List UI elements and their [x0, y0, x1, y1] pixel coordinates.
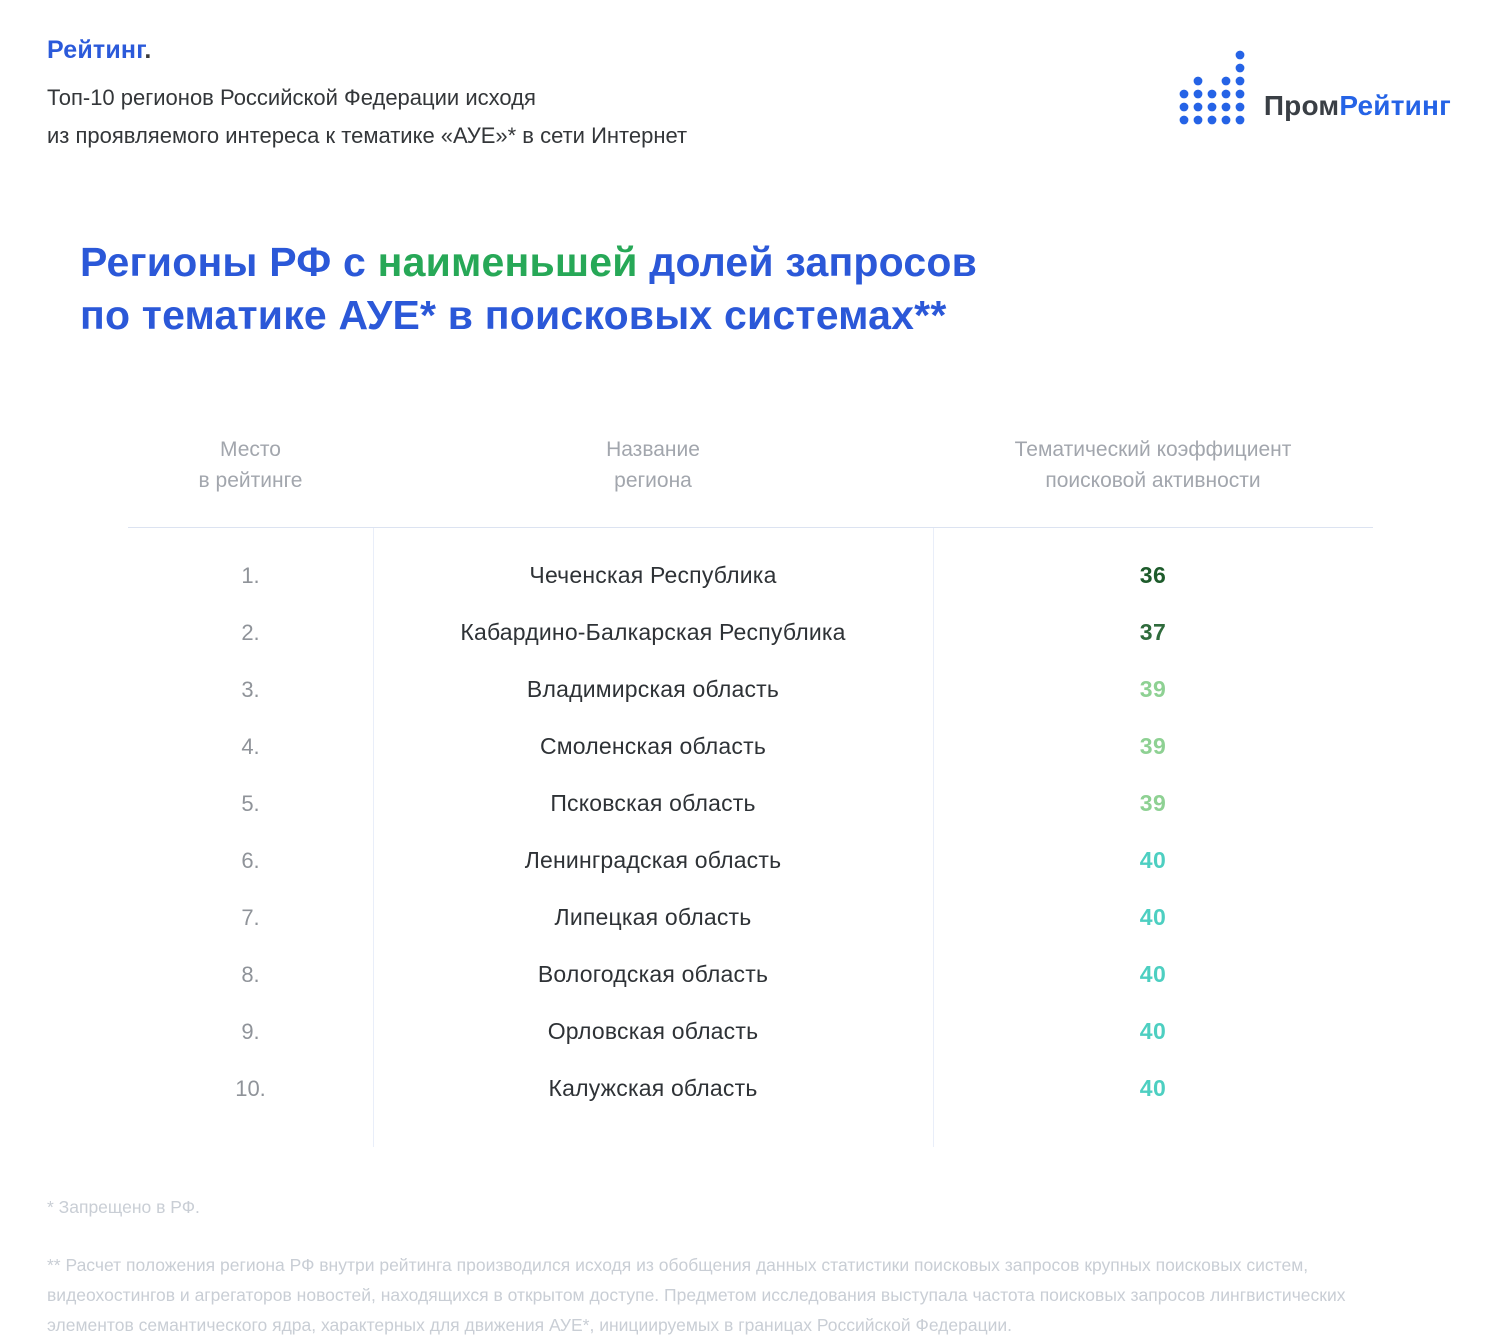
row-value: 39: [1139, 676, 1167, 702]
title-segment: долей запросов: [637, 239, 978, 285]
row-value: 40: [1139, 847, 1167, 873]
row-region: Псковская область: [550, 790, 756, 816]
row-value: 39: [1139, 790, 1167, 816]
row-rank: 9.: [241, 1018, 260, 1044]
row-rank: 3.: [241, 676, 260, 702]
table-header-row: [128, 420, 1373, 527]
page-title-line2: по тематике АУЕ* в поисковых системах**: [80, 292, 947, 338]
column-divider-left: [373, 528, 374, 1147]
row-rank: 10.: [235, 1075, 266, 1101]
footnotes: [47, 1192, 1377, 1340]
kicker-dot: .: [144, 36, 152, 64]
row-value: 39: [1139, 733, 1167, 759]
logo-part1: Пром: [1263, 90, 1340, 121]
column-header-coefficient: [933, 420, 1373, 527]
row-region: Орловская область: [547, 1018, 759, 1044]
logo-part2: Рейтинг: [1339, 90, 1451, 121]
row-value: 40: [1139, 961, 1167, 987]
row-rank: 5.: [241, 790, 260, 816]
page-header: [47, 36, 687, 155]
ranking-table: [128, 420, 1373, 1147]
row-region: Чеченская Республика: [529, 562, 777, 588]
column-header-region: [373, 420, 933, 527]
row-rank: 8.: [241, 961, 260, 987]
dot-bar-chart-icon: [1178, 50, 1250, 126]
column-divider-right: [933, 528, 934, 1147]
row-region: Липецкая область: [554, 904, 752, 930]
row-value: 40: [1139, 904, 1167, 930]
column-header-rank: [128, 420, 373, 527]
row-rank: 2.: [241, 619, 260, 645]
row-region: Смоленская область: [539, 733, 767, 759]
header-subtitle-line2: из проявляемого интереса к тематике «АУЕ»* в сети Интернет: [47, 123, 688, 148]
kicker-label: [47, 36, 687, 65]
column-header-line: поисковой активности: [1045, 469, 1261, 492]
row-region: Калужская область: [548, 1075, 758, 1101]
table-body: [128, 527, 1373, 1117]
header-divider-line: [128, 527, 1373, 528]
title-highlight: наименьшей: [377, 239, 638, 285]
header-subtitle-line1: Топ-10 регионов Российской Федерации исходя: [47, 85, 536, 110]
row-rank: 7.: [241, 904, 260, 930]
row-region: Кабардино-Балкарская Республика: [460, 619, 846, 645]
promrating-logo: [1178, 50, 1451, 126]
row-value: 40: [1139, 1018, 1167, 1044]
column-header-line: Название: [606, 438, 700, 461]
kicker-text: Рейтинг: [47, 36, 145, 64]
header-subtitle: [47, 79, 687, 155]
column-header-line: Тематический коэффициент: [1014, 438, 1292, 461]
row-region: Вологодская область: [537, 961, 769, 987]
footnote-methodology: ** Расчет положения региона РФ внутри рейтинга производился исходя из обобщения данных статистики поисковых запросов крупных поисковых систем, видеохостингов и агрегаторов новостей, находящихся в открытом доступе. Предметом исследования выступала частота поисковых запросов лингвистических элементов семантического ядра, характерных для движения АУЕ*, инициируемых в границах Российской Федерации.: [47, 1255, 1346, 1335]
row-region: Ленинградская область: [524, 847, 782, 873]
logo-wordmark: [1264, 92, 1451, 126]
row-value: 40: [1139, 1075, 1167, 1101]
row-region: Владимирская область: [526, 676, 780, 702]
footnote-asterisk: * Запрещено в РФ.: [47, 1197, 200, 1217]
column-header-line: региона: [614, 469, 692, 492]
row-rank: 1.: [241, 562, 260, 588]
column-header-line: в рейтинге: [198, 469, 303, 492]
row-rank: 6.: [241, 847, 260, 873]
row-rank: 4.: [241, 733, 260, 759]
page-title-line1: [80, 236, 977, 289]
title-segment: Регионы РФ с: [80, 239, 378, 285]
row-value: 36: [1139, 562, 1167, 588]
column-header-line: Место: [220, 438, 281, 461]
row-value: 37: [1139, 619, 1167, 645]
page-title: [80, 236, 977, 342]
